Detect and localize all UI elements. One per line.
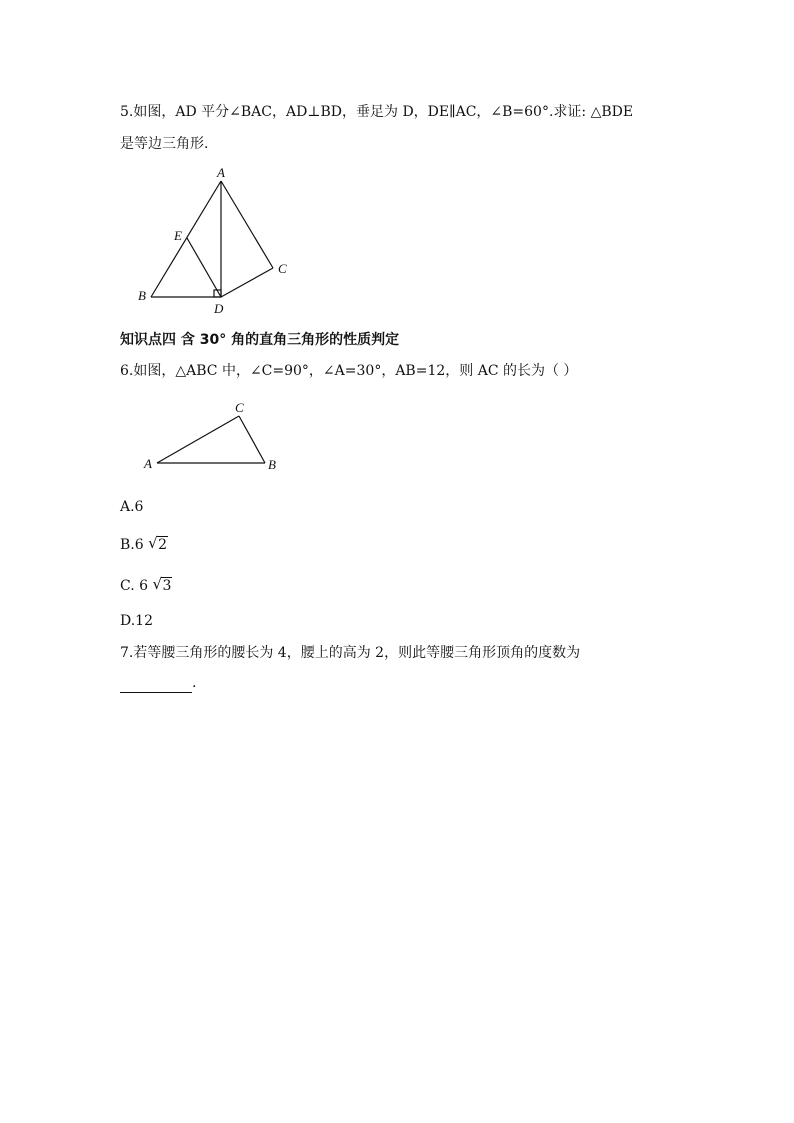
radical-icon: √	[148, 534, 158, 552]
q7-tail: .	[192, 675, 197, 691]
segment-ac	[221, 181, 273, 268]
answer-blank[interactable]	[120, 678, 192, 693]
q5-line2: 是等边三角形.	[120, 136, 209, 152]
option-c-radicand: 3	[162, 578, 172, 594]
segment-de	[187, 238, 221, 297]
sqrt-symbol	[148, 535, 168, 555]
radical-icon: √	[152, 575, 163, 593]
option-b-radicand: 2	[158, 537, 168, 553]
option-d: D.12	[120, 613, 153, 629]
figure-right-triangle-abc	[135, 398, 285, 478]
label-b: B	[268, 457, 276, 472]
q5-line1: 5.如图，AD 平分∠BAC，AD⊥BD，垂足为 D，DE∥AC，∠B=60°.求证: △BDE	[120, 104, 634, 120]
label-b: B	[138, 288, 146, 303]
option-b-prefix: B.6	[120, 537, 144, 553]
label-a: A	[144, 456, 152, 471]
segment-cb	[239, 416, 265, 463]
q7-answer-line	[120, 673, 196, 693]
label-c: C	[278, 261, 287, 276]
option-c-prefix: C. 6	[120, 578, 149, 594]
option-a: A.6	[120, 499, 144, 515]
label-a: A	[217, 165, 225, 180]
option-b	[120, 535, 168, 555]
segment-dc	[221, 268, 273, 297]
figure-triangle-bde	[130, 160, 310, 320]
q6-stem: 6.如图，△ABC 中，∠C=90°，∠A=30°，AB=12，则 AC 的长为（ ）	[120, 363, 578, 379]
sqrt-symbol	[152, 576, 172, 596]
section-heading: 知识点四 含 30° 角的直角三角形的性质判定	[120, 332, 400, 348]
segment-ac	[157, 416, 239, 463]
q7-stem: 7.若等腰三角形的腰长为 4，腰上的高为 2，则此等腰三角形顶角的度数为	[120, 645, 581, 661]
label-c: C	[235, 400, 244, 415]
label-e: E	[174, 228, 182, 243]
option-c	[120, 576, 172, 596]
label-d: D	[214, 301, 224, 316]
